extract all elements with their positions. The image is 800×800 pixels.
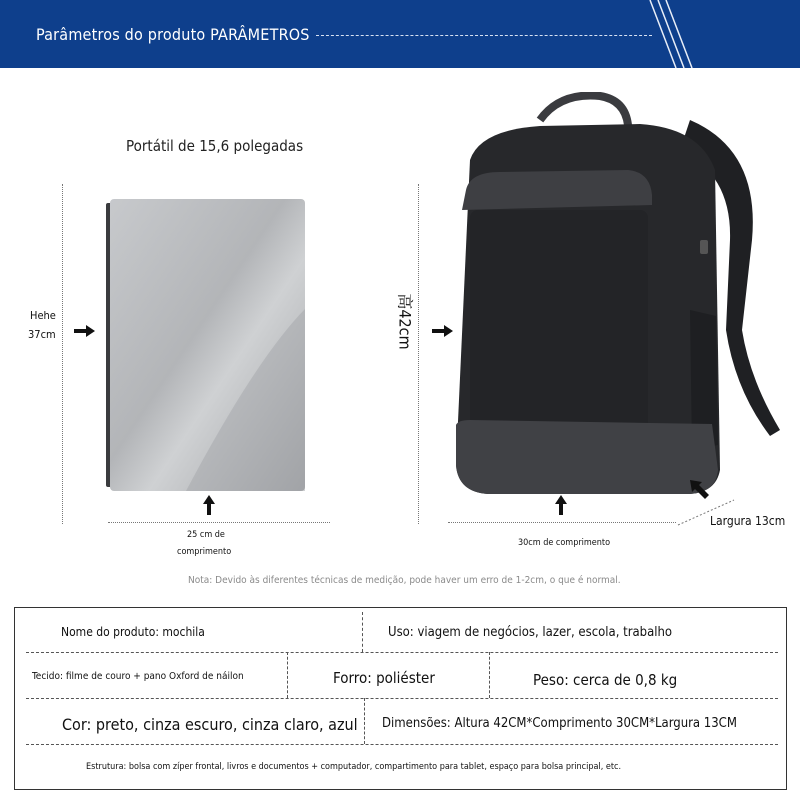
spec-dimensions: Dimensões: Altura 42CM*Comprimento 30CM*Largura 13CM xyxy=(382,716,737,731)
spec-use: Uso: viagem de negócios, lazer, escola, trabalho xyxy=(388,625,673,640)
spec-col-divider xyxy=(362,612,363,652)
header-divider xyxy=(316,35,652,36)
backpack-width-guide xyxy=(448,522,676,523)
header-banner xyxy=(0,0,800,68)
laptop-height-label-line1: Hehe xyxy=(30,309,56,322)
measurement-note: Nota: Devido às diferentes técnicas de medição, pode haver um erro de 1-2cm, o que é normal. xyxy=(188,575,621,586)
laptop-height-guide xyxy=(62,184,63,524)
laptop-title: Portátil de 15,6 polegadas xyxy=(126,137,304,155)
backpack-image xyxy=(450,92,790,512)
spec-weight: Peso: cerca de 0,8 kg xyxy=(533,671,678,689)
backpack-depth-label: Largura 13cm xyxy=(710,514,786,528)
spec-fabric: Tecido: filme de couro + pano Oxford de náilon xyxy=(32,671,244,682)
laptop-width-guide xyxy=(108,522,330,523)
arrow-diagonal-icon xyxy=(690,480,710,500)
spec-col-divider xyxy=(489,652,490,698)
spec-col-divider xyxy=(287,652,288,698)
backpack-height-label: 高42cm xyxy=(395,293,415,350)
arrow-up-icon xyxy=(554,495,568,515)
header-title: Parâmetros do produto PARÂMETROS xyxy=(36,25,310,44)
header-stripes-decoration xyxy=(640,0,800,68)
arrow-right-icon xyxy=(74,324,96,338)
spec-row-divider xyxy=(26,652,778,653)
spec-col-divider xyxy=(364,698,365,744)
laptop-height-label-line2: 37cm xyxy=(28,328,56,341)
laptop-image xyxy=(106,199,305,491)
spec-row-divider xyxy=(26,698,778,699)
spec-structure: Estrutura: bolsa com zíper frontal, livros e documentos + computador, compartimento para tablet, espaço para bolsa principal, etc. xyxy=(86,762,622,772)
backpack-width-label: 30cm de comprimento xyxy=(518,538,611,548)
arrow-up-icon xyxy=(202,495,216,515)
spec-color: Cor: preto, cinza escuro, cinza claro, azul xyxy=(62,715,358,734)
backpack-height-guide xyxy=(418,184,419,524)
spec-row-divider xyxy=(26,744,778,745)
spec-lining: Forro: poliéster xyxy=(333,669,435,687)
laptop-width-label-line2: comprimento xyxy=(177,547,232,557)
laptop-width-label-line1: 25 cm de xyxy=(187,530,225,540)
spec-product-name: Nome do produto: mochila xyxy=(61,625,205,639)
